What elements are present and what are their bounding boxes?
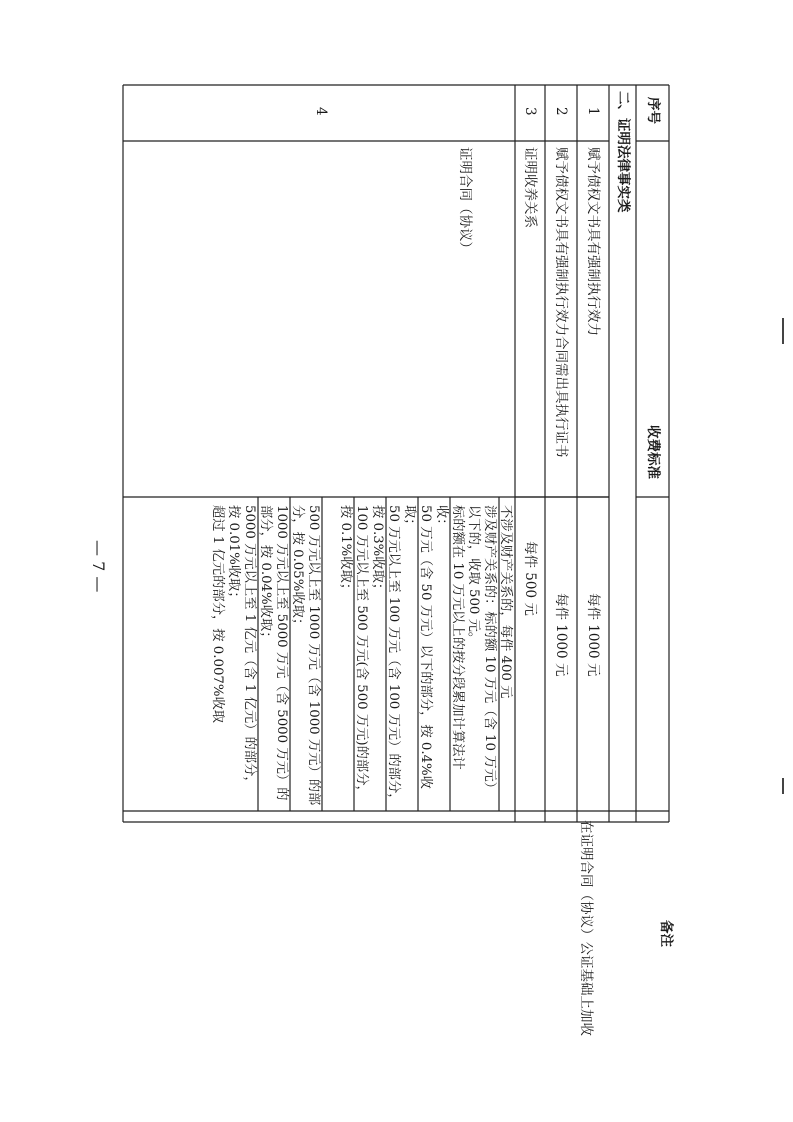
fee-line: 50 万元（含 50 万元）以下的部分，按 0.4%收 <box>418 505 433 789</box>
fee-line: 收： <box>434 505 449 532</box>
row-1-fee: 每件 1000 元 <box>585 593 601 677</box>
header-standard: 收费标准 <box>645 425 661 479</box>
fee-line: 以下的，收取 500 元。 <box>466 505 481 646</box>
section-title: 二、证明法律事实类 <box>615 91 631 213</box>
binding-mark-bottom <box>782 778 784 794</box>
fee-line: 涉及财产关系的：标的额 10 万元（含 10 万元） <box>482 505 497 796</box>
fee-line: 5000 万元以上至 1 亿元（含 1 亿元）的部分， <box>242 505 257 790</box>
row-1-note: 在证明合同（协议）公证基础上加收 <box>578 820 594 1036</box>
row-4-item: 证明合同（协议） <box>457 147 473 255</box>
row-3-fee: 每件 500 元 <box>522 541 538 616</box>
row-3-seq: 3 <box>522 107 538 116</box>
row-4-seq: 4 <box>313 107 329 116</box>
row-2-fee: 每件 1000 元 <box>553 593 569 677</box>
fee-line: 部分，按 0.04%收取； <box>258 505 273 645</box>
fee-line: 标的额在 10 万元以上的按分段累加计算法计 <box>450 505 465 770</box>
fee-line: 1000 万元以上至 5000 万元（含 5000 万元）的 <box>274 505 289 801</box>
fee-line: 不涉及财产关系的，每件 400 元 <box>498 505 513 699</box>
fee-table <box>123 85 669 822</box>
fee-line: 50 万元以上至 100 万元（含 100 万元）的部分， <box>386 505 401 807</box>
fee-line: 分，按 0.05%收取； <box>290 505 305 632</box>
fee-line: 按 0.1%收取； <box>338 505 353 597</box>
row-1-seq: 1 <box>585 107 601 116</box>
fee-line: 按 0.01%收取； <box>226 505 241 605</box>
row-1-item: 赋予债权文书具有强制执行效力 <box>585 147 601 336</box>
row-2-seq: 2 <box>553 107 569 116</box>
row-3-item: 证明收养关系 <box>522 147 538 228</box>
header-seq: 序号 <box>645 97 661 124</box>
binding-mark-top <box>782 318 784 344</box>
fee-line: 超过 1 亿元的部分，按 0.007%收取 <box>210 505 225 724</box>
fee-line: 500 万元以上至 1000 万元（含 1000 万元）的部 <box>306 505 321 806</box>
fee-line: 100 万元以上至 500 万元(含 500 万元)的部分， <box>354 505 369 799</box>
fee-line: 取； <box>402 505 417 532</box>
fee-line: 按 0.3%收取； <box>370 505 385 597</box>
page-number: — 7 — <box>89 540 108 593</box>
header-note: 备注 <box>658 920 674 947</box>
row-2-item: 赋予债权文书具有强制执行效力合同需出具执行证书 <box>553 147 569 458</box>
